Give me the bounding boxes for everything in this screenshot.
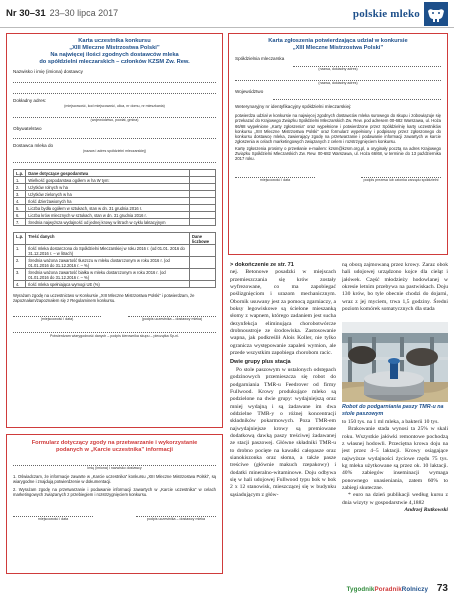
participant-card <box>6 33 223 428</box>
farm-value-cell[interactable] <box>190 219 216 226</box>
coop-hint-2: (nazwa, dokładny adres) <box>318 81 358 85</box>
farm-value-cell[interactable] <box>190 212 216 219</box>
table-row <box>14 198 216 205</box>
brand-name: polskie mleko <box>352 8 420 20</box>
page-footer <box>0 582 454 600</box>
issue-dates: 23–30 lipca 2017 <box>49 8 119 18</box>
participant-signature-label: (podpis uczestnika – dostawcy mleka) <box>141 316 203 321</box>
farm-value-cell[interactable] <box>190 191 216 198</box>
article-paragraph: Brakowanie stada wynosi ta 25% w skali roku. Wszystkie jałówki remontowe pochodzą z własnej hodowli. Przeciętna krowa doju na jest przez 4–5 laktacji. Krowy osiągające najwyższe wydajności życiowe rzędu 75 tys. kg mleka użytkowane są przez ok. 10 laktacji. 40% zabiegów inseminacji wymaga ponownego unasieniania, zatem 60% to zabiegi skuteczne. <box>342 426 448 492</box>
confirm-title <box>235 38 441 52</box>
form-name-label: Imię (imiona) i nazwisko dostawcy <box>87 466 142 470</box>
milk-cell: 3. <box>14 269 26 281</box>
confirm-signature: podpis prezesa lub członka zarządu spółdzielni <box>363 177 439 182</box>
table-row <box>14 281 216 288</box>
form-title-line2: podanych w „Karcie uczestnika” informacji <box>56 447 173 453</box>
citizenship-field[interactable] <box>13 126 216 132</box>
card-title <box>13 38 216 66</box>
article-subheading: Dwie grupy plus stacja <box>230 359 291 366</box>
farm-value-cell[interactable] <box>190 184 216 191</box>
farm-value-cell[interactable] <box>190 205 216 212</box>
issue-number: Nr 30–31 <box>6 8 46 19</box>
confirm-body-2: Kartę zgłoszenia prosimy o przesłanie e-mailem: kzsm@kzsm.org.pl, a oryginały pocztą na adres Krajowego Związku Spółdzielni Mleczarskich Zw. Rew. 00-682 Warszawa, ul. Hoża 66/68, w terminie do 13 października 2017 roku. <box>235 145 441 162</box>
form-title <box>13 440 216 454</box>
farm-table-header-data: Dane dotyczące gospodarstwa <box>26 170 190 177</box>
feed-robot-image <box>342 322 448 402</box>
photo-feed-robot <box>342 322 448 402</box>
card-title-line2: „XIII Mleczne Mistrzostwa Polski” <box>69 45 160 51</box>
milk-value-cell[interactable] <box>190 269 216 281</box>
table-row <box>14 191 216 198</box>
citizenship-label: Obywatelstwo <box>13 126 42 131</box>
place-date-label: (miejscowość i data) <box>40 316 74 321</box>
milk-value-cell[interactable] <box>190 257 216 269</box>
stamp-note: Potwierdzam wiarygodność danych – podpis kierownika skupu – pieczątka Sp-ni. <box>49 333 180 338</box>
milk-table-header-value: Dane liczbowe <box>190 233 216 245</box>
form-signature: podpis uczestnika – dostawcy mleka <box>146 517 206 522</box>
farm-cell: 5. <box>14 205 26 212</box>
confirmation-card <box>228 33 448 255</box>
farm-cell: 3. <box>14 191 26 198</box>
form-title-line1: Formularz dotyczący zgody na przetwarzanie i wykorzystanie <box>31 440 198 446</box>
form-place-date: miejscowość i data <box>37 517 69 522</box>
brand <box>353 2 448 26</box>
photo-caption: Robot do podgarniania paszy TMR-u na stole paszowym <box>342 404 444 417</box>
table-row <box>14 212 216 219</box>
farm-cell: Liczba krów mlecznych w sztukach, stan w dn. 31 grudnia 2016 r. <box>26 212 190 219</box>
magazine-name-3: Rolniczy <box>401 586 428 593</box>
article-column-2 <box>342 419 448 580</box>
table-row <box>14 257 216 269</box>
farm-cell: 2. <box>14 184 26 191</box>
coop-label: Spółdzielnia mleczarska <box>235 56 285 61</box>
form-statement-1: 1. Oświadczam, że informacje zawarte w „Karcie uczestnika” konkursu „XIII Mleczne Mistrzostwa Polski”, są wiarygodne i znajdują potwierdzenie w dokumentacji. <box>13 474 216 485</box>
milk-cell: 1. <box>14 245 26 257</box>
milk-table-header-data: Treść danych <box>26 233 190 245</box>
article-paragraph: Po stole paszowym w ustalonych odstępach godzinowych przemieszcza się robot do podgarniania TMR-u Feedrover od firmy Fullwood. Krowy produkujące mleko są podzielone na dwie grupy: wydajniejszą oraz mniej wydajną i są żadawane im dwa oddzielne TMR-y o różnej koncentracji składników pokarmowych. Poza TMR-em najwydajniejsze krowy są premiowane dodatkową dawką paszy treściwej żadawanej ze stacji paszowej. Główne składniki TMR-u to drobno pocięte na kawałki całopasze oraz sianokiszonka oraz słoma, a także pasze treściwe (głównie makuch rzepakowy) i dodatki mineralno-witaminowe. Doju odbywa się w hali udojowej Fullwood typu bok w bok 2 x 12 stanowisk, mieszczącej się w budynku sąsiadującym z głów- <box>230 366 336 498</box>
farm-cell: Użytków zielonych w ha <box>26 191 190 198</box>
page-header <box>0 0 454 28</box>
milk-table <box>13 232 216 288</box>
form-statement-2: 2. Wyrażam zgodę na przetwarzanie i podawanie informacji zawartych w „Karcie uczestnika” w celach marketingowych związanych z przebiegiem i rozstrzygnięciem konkursu. <box>13 486 216 497</box>
card-title-line4: do spółdzielni mleczarskich – członków KZSM Zw. Rew. <box>39 59 190 65</box>
farm-cell: Liczba bydła ogółem w sztukach, stan w dn. 31 grudnia 2016 r. <box>26 205 190 212</box>
article-paragraph: nej. Betonowe posadzki w miejscach przemieszczania się krów zostały wyfrezowane, co ma zapobiegać poślizgnięciom i urazom mechanicznym. Obornik usuwany jest za pomocą zgarniaczy, a boksy legowiskowe są ścielone mieszanką słomy z wapnem, którego zadaniem jest sucha dezynfekcja eliminująca chorobotwórcze drobnoustroje ze środowiska. Zastosowanie wapna, jak podkreślił Alois Koller, nie tylko ogranicza występowanie zapaleń wymion, ale przede wszystkim zapobiega chorobom racic. <box>230 269 336 357</box>
magazine-name <box>347 586 428 593</box>
vet-id-label: Weterynaryjny nr identyfikacyjny spółdzielni mleczarskiej: <box>235 104 352 109</box>
supplier-hint: (nazwa i adres spółdzielni mleczarskiej) <box>82 149 147 153</box>
article-column-1 <box>230 262 336 580</box>
article-column-2-opening <box>342 262 448 322</box>
card-title-line1: Karta uczestnika konkursu <box>78 38 151 44</box>
address-label: Dokładny adres: <box>13 98 47 103</box>
farm-table-header-lp: L.p. <box>14 170 26 177</box>
vet-id-field[interactable] <box>235 104 441 110</box>
name-label: Nazwisko i imię (imiona) dostawcy <box>13 69 83 74</box>
farm-table-header-value <box>190 170 216 177</box>
confirm-body: potwierdza udział w konkursie na najwięcej zgodnych dostawców mleka surowego do skupu i zobowiązuje się przekazać do Krajowego Związku Spółdzielni Mleczarskich Zw. Rew. pod adresem 00-682 Warszawa, ul. Hoża 66/68 wypełnione „Karty zgłoszenia” oraz wypełnione i potwierdzone przez Spółdzielnię karty uczestników konkursu „XIII Mleczne Mistrzostwa Polski” oraz formularz wypełniony i podpisany przez zgłoszonego do konkursu dostawcę mleka, zawierający zgodę na przetwarzanie i podawanie informacji zawartych w karcie zgłoszenia w celach marketingowych związanych z celem i rozstrzygnięciem konkursu. <box>235 113 441 145</box>
consent-text: Wyrażam zgodę na uczestnictwo w Konkursie „XIII Mleczne Mistrzostwa Polski” i potwierdzam, że zapoznałam/zapoznałem się z Regulaminem konkursu. <box>13 293 195 304</box>
magazine-name-1: Tygodnik <box>346 586 375 593</box>
confirm-title-line1: Karta zgłoszenia potwierdzająca udział w konkursie <box>268 38 408 44</box>
confirm-title-line2: „XIII Mleczne Mistrzostwa Polski” <box>292 45 384 51</box>
farm-cell: Użytków rolnych w ha <box>26 184 190 191</box>
table-row <box>14 205 216 212</box>
table-row <box>14 184 216 191</box>
region-hint: (województwo, powiat, gmina) <box>90 118 139 122</box>
milk-cell: Średnia ważona zawartość tłuszczu w mleku dostarczonym w roku 2016 r. (od 01.01.2016 do 31.12.2016 r. – %) <box>26 257 190 269</box>
milk-cell: 4. <box>14 281 26 288</box>
cow-logo-icon <box>424 2 448 26</box>
coop-hint: (nazwa, dokładny adres) <box>318 67 358 71</box>
milk-cell: Średnia ważona zawartość białka w mleku dostarczonym w roku 2016 r. (od 01.01.2016 do 31.12.2016 r. – %) <box>26 269 190 281</box>
milk-cell: Ilość mleka spełniająca wymogi UE (%) <box>26 281 190 288</box>
milk-value-cell[interactable] <box>190 245 216 257</box>
farm-cell: 1. <box>14 177 26 184</box>
address-hint: (miejscowość, kod miejscowość, ulica, nr domu, nr mieszkania) <box>64 104 165 108</box>
farm-cell: 7. <box>14 219 26 226</box>
table-row <box>14 245 216 257</box>
consent-form <box>6 434 223 574</box>
supplier-label: Dostawca mleka do <box>13 143 54 148</box>
farm-value-cell[interactable] <box>190 198 216 205</box>
continuation-note: > dokończenie ze str. 71 <box>230 262 294 268</box>
farm-cell: 6. <box>14 212 26 219</box>
article-footnote: * euro na dzień publikacji według kursu z dnia wizyty w gospodarstwie 4,1882 <box>342 492 448 506</box>
farm-cell: Wielkość gospodarstwa ogółem w ha W tym: <box>26 177 190 184</box>
milk-cell: Ilość mleka dostarczona do Spółdzielni Mleczarskiej w roku 2016 r. (od 01.01. 2016 do 31.12.2016 r. – w litrach) <box>26 245 190 257</box>
card-title-line3: Na najwięcej ilości zgodnych dostawców mleka <box>50 52 179 58</box>
article-author: Andrzej Rutkowski <box>404 507 448 514</box>
milk-cell: 2. <box>14 257 26 269</box>
table-row <box>14 219 216 226</box>
table-row <box>14 177 216 184</box>
farm-cell: Ilość dzierżawionych ha <box>26 198 190 205</box>
milk-value-cell[interactable] <box>190 281 216 288</box>
page-number: 73 <box>436 583 448 594</box>
issue-info <box>6 8 118 19</box>
article-paragraph: to 150 tys. na 1 ml mleka, a bakterii 10 tys. <box>342 419 439 425</box>
farm-value-cell[interactable] <box>190 177 216 184</box>
farm-cell: Średnia najwyższa wydajność od jednej krowy w litrach w cyklu laktacyjnym <box>26 219 190 226</box>
article-paragraph: ną oborą zajmowaną przez krowy. Zaraz obok hali udojowej urządzono kojce dla cieląt i jałówek. Część młodzieży hodowlanej w okresie letnim przebywa na pastwiskach. Doju 130 krów, bo tyle obecnie chodzi do dojarni, wraz z jej myciem, trwa 1,5 godziny. Średni poziom komórek somatycznych dla stada <box>342 262 448 313</box>
farm-table <box>13 169 216 226</box>
confirm-place-date: miejscowość i data <box>259 177 291 182</box>
table-row <box>14 269 216 281</box>
region-label: Województwo <box>235 89 264 94</box>
magazine-name-2: Poradnik <box>374 586 402 593</box>
milk-table-header-lp: L.p. <box>14 233 26 245</box>
farm-cell: 4. <box>14 198 26 205</box>
name-field[interactable] <box>13 69 216 75</box>
